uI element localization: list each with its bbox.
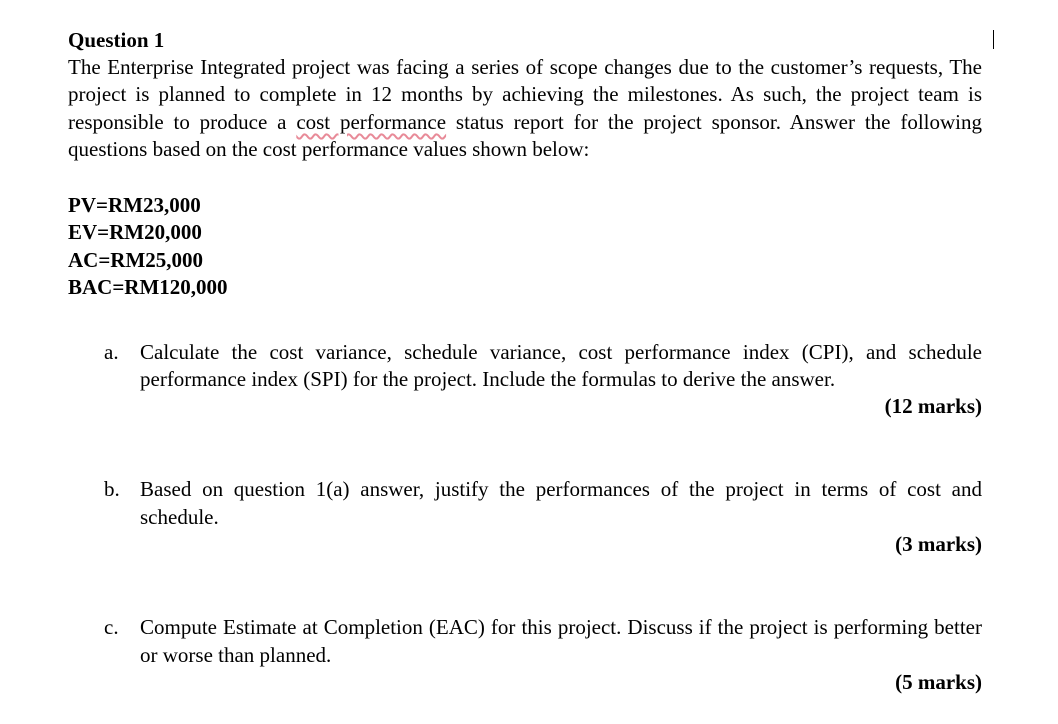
value-bac: BAC=RM120,000 — [68, 275, 228, 300]
question-part-c — [68, 614, 982, 696]
value-pv: PV=RM23,000 — [68, 192, 201, 217]
part-c-text: Compute Estimate at Completion (EAC) for this project. Discuss if the project is performing better or worse than planned. — [140, 615, 982, 667]
part-b-text: Based on question 1(a) answer, justify the performances of the project in terms of cost and schedule. — [140, 477, 982, 529]
part-b-letter: b. — [104, 477, 120, 502]
cost-values-list — [68, 192, 982, 302]
document-page — [68, 27, 982, 696]
part-c-marks: (5 marks) — [895, 670, 982, 695]
intro-text-end: status report for the project sponsor. Answer the following questions based on the cost performance values shown below: — [68, 109, 982, 162]
part-a-marks: (12 marks) — [884, 394, 982, 419]
spellcheck-underlined-phrase: cost performance — [296, 109, 447, 134]
value-ac: AC=RM25,000 — [68, 247, 204, 272]
question-intro — [68, 54, 982, 164]
intro-text-start: The Enterprise Integrated project was facing a series of scope changes due to the customer’s requests, The project is planned to complete in 12 months by achieving the milestones. As such, the project team is responsible to produce a — [68, 55, 982, 134]
question-title: Question 1 — [68, 28, 165, 52]
question-part-b — [68, 476, 982, 558]
text-cursor — [993, 30, 994, 49]
question-part-a — [68, 339, 982, 421]
value-ev: EV=RM20,000 — [68, 220, 202, 245]
part-c-letter: c. — [104, 615, 119, 640]
part-a-letter: a. — [104, 339, 119, 364]
part-a-text: Calculate the cost variance, schedule variance, cost performance index (CPI), and schedule performance index (SPI) for the project. Include the formulas to derive the answer. — [140, 339, 982, 392]
part-b-marks: (3 marks) — [895, 532, 982, 557]
